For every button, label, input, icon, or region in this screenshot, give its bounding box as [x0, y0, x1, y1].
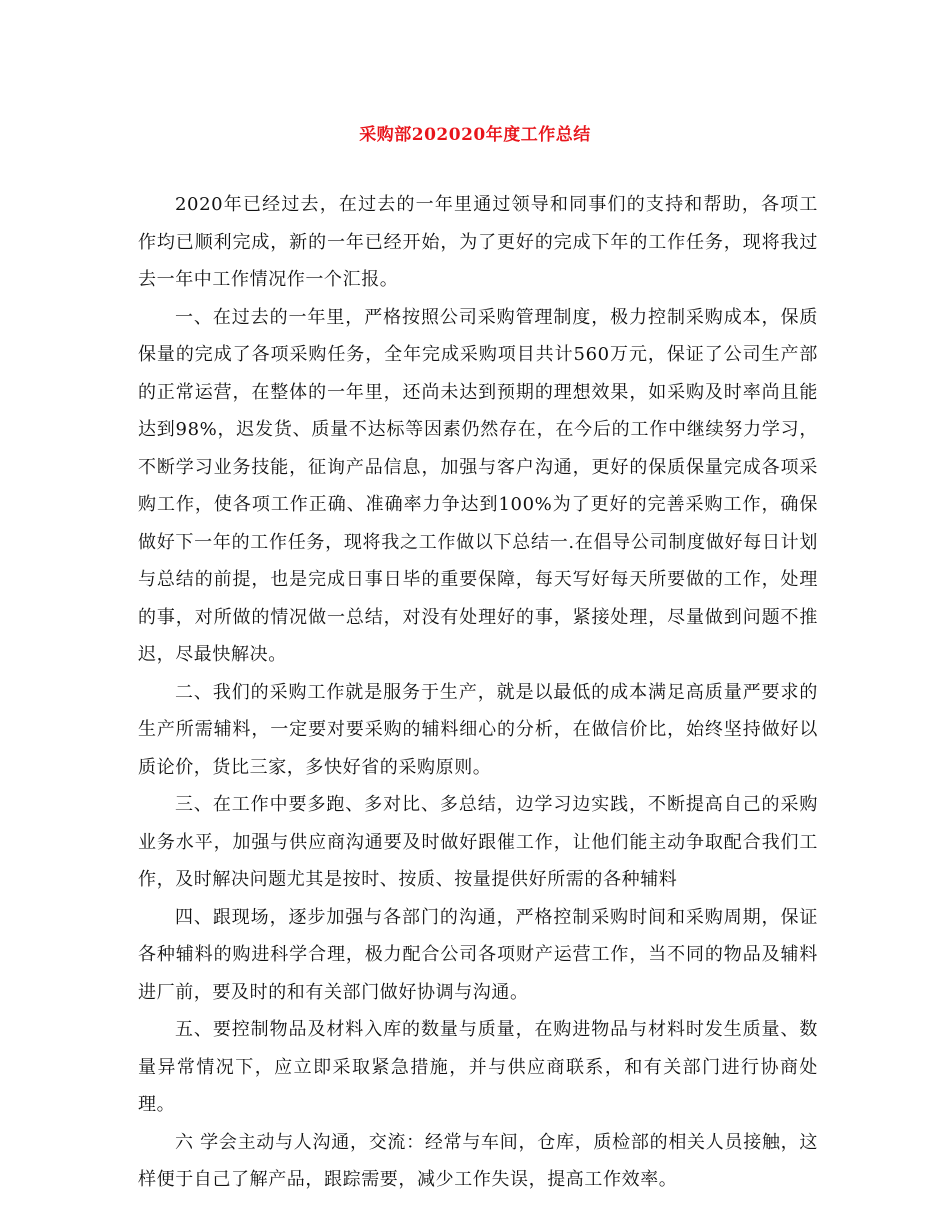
document-body: [138, 186, 818, 1199]
paragraph-section-1: 一、在过去的一年里，严格按照公司采购管理制度，极力控制采购成本，保质保量的完成了各项采购任务，全年完成采购项目共计560万元，保证了公司生产部的正常运营，在整体的一年里，还尚未达到预期的理想效果，如采购及时率尚且能达到98%，迟发货、质量不达标等因素仍然存在，在今后的工作中继续努力学习，不断学习业务技能，征询产品信息，加强与客户沟通，更好的保质保量完成各项采购工作，使各项工作正确、准确率力争达到100%为了更好的完善采购工作，确保做好下一年的工作任务，现将我之工作做以下总结一.在倡导公司制度做好每日计划与总结的前提，也是完成日事日毕的重要保障，每天写好每天所要做的工作，处理的事，对所做的情况做一总结，对没有处理好的事，紧接处理，尽量做到问题不推迟，尽最快解决。: [138, 306, 818, 665]
paragraph-section-3: 三、在工作中要多跑、多对比、多总结，边学习边实践，不断提高自己的采购业务水平，加强与供应商沟通要及时做好跟催工作，让他们能主动争取配合我们工作，及时解决问题尤其是按时、按质、按量提供好所需的各种辅料: [138, 794, 818, 890]
paragraph-intro: 2020年已经过去，在过去的一年里通过领导和同事们的支持和帮助，各项工作均已顺利完成，新的一年已经开始，为了更好的完成下年的工作任务，现将我过去一年中工作情况作一个汇报。: [138, 194, 818, 290]
document-title: 采购部202020年度工作总结: [359, 125, 591, 145]
paragraph-section-5: 五、要控制物品及材料入库的数量与质量，在购进物品与材料时发生质量、数量异常情况下，应立即采取紧急措施，并与供应商联系，和有关部门进行协商处理。: [138, 1019, 818, 1115]
paragraph-section-4: 四、跟现场，逐步加强与各部门的沟通，严格控制采购时间和采购周期，保证各种辅料的购进科学合理，极力配合公司各项财产运营工作，当不同的物品及辅料进厂前，要及时的和有关部门做好协调与沟通。: [138, 906, 818, 1003]
paragraph-section-6: 六 学会主动与人沟通，交流：经常与车间，仓库，质检部的相关人员接触，这样便于自己了解产品，跟踪需要，减少工作失误，提高工作效率。: [138, 1131, 818, 1190]
paragraph-section-2: 二、我们的采购工作就是服务于生产，就是以最低的成本满足高质量严要求的生产所需辅料，一定要对要采购的辅料细心的分析，在做信价比，始终坚持做好以质论价，货比三家，多快好省的采购原则。: [138, 681, 818, 778]
